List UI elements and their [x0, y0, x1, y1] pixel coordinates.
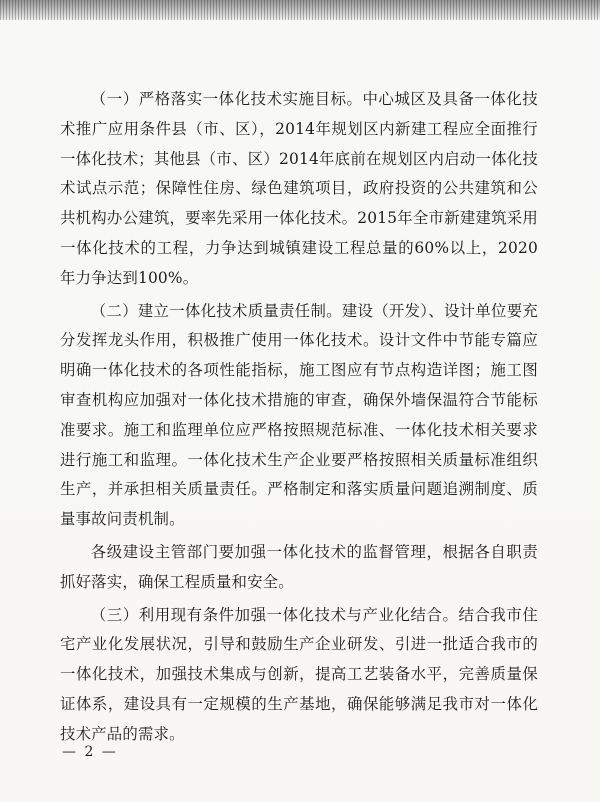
- paragraph-quality-responsibility: （二）建立一体化技术质量责任制。建设（开发）、设计单位要充分发挥龙头作用，积极推广使用一体化技术。设计文件中节能专篇应明确一体化技术的各项性能指标，施工图应有节点构造详图；施工图审查机构应加强对一体化技术措施的审查，确保外墙保温符合节能标准要求。施工和监理单位应严格按照规范标准、一体化技术相关要求进行施工和监理。一体化技术生产企业要严格按照相关质量标准组织生产，并承担相关质量责任。严格制定和落实质量问题追溯制度、质量事故问责机制。: [60, 301, 538, 529]
- page-number: — 2 —: [62, 744, 118, 760]
- scan-top-edge: [0, 0, 600, 20]
- document-body: [60, 85, 538, 750]
- paragraph-implementation-goals: （一）严格落实一体化技术实施目标。中心城区及具备一体化技术推广应用条件县（市、区），2014年规划区内新建工程应全面推行一体化技术；其他县（市、区）2014年底前在规划区内启动一体化技术试点示范；保障性住房、绿色建筑项目，政府投资的公共建筑和公共机构办公建筑，要率先采用一体化技术。2015年全市新建建筑采用一体化技术的工程，力争达到城镇建设工程总量的60%以上，2020年力争达到100%。: [60, 90, 538, 287]
- paragraph-industrialization: （三）利用现有条件加强一体化技术与产业化结合。结合我市住宅产业化发展状况，引导和鼓励生产企业研发、引进一批适合我市的一体化技术，加强技术集成与创新，提高工艺装备水平，完善质量保证体系，建设具有一定规模的生产基地，确保能够满足我市对一体化技术产品的需求。: [60, 605, 538, 743]
- paragraph-supervision: 各级建设主管部门要加强一体化技术的监督管理，根据各自职责抓好落实，确保工程质量和安全。: [60, 542, 538, 591]
